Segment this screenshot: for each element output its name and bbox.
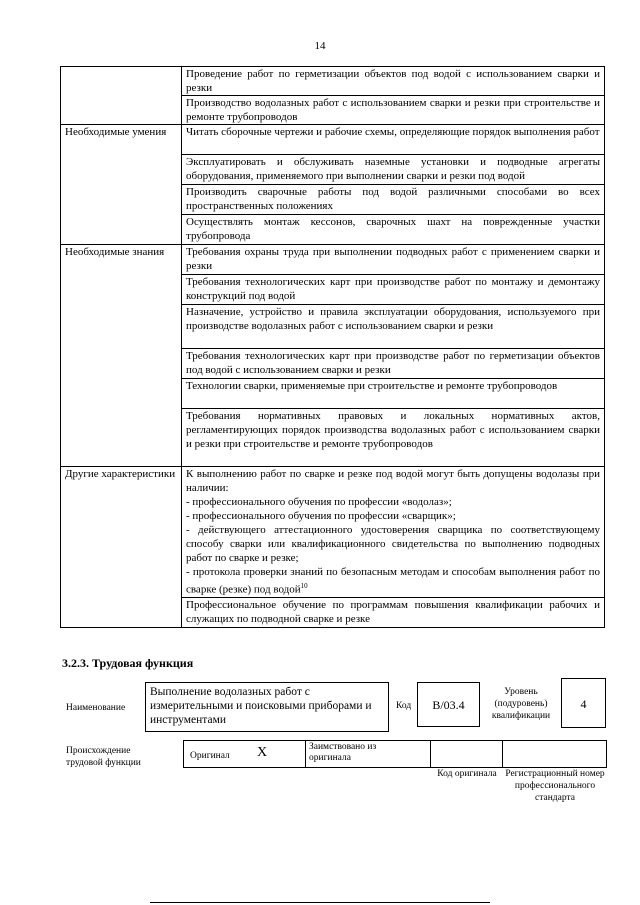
page-number: 14 xyxy=(314,40,326,52)
row-label-knowledge: Необходимые знания xyxy=(61,245,182,467)
code-value-box xyxy=(417,682,480,727)
table-cell: Производить сварочные работы под водой различными способами во всех пространственных положениях xyxy=(182,185,605,215)
row-label-skills: Необходимые умения xyxy=(61,125,182,245)
code-value: B/03.4 xyxy=(432,698,465,712)
table-cell: Читать сборочные чертежи и рабочие схемы, определяющие порядок выполнения работ xyxy=(182,125,605,155)
table-cell: Назначение, устройство и правила эксплуатации оборудования, используемого при производстве водолазных работ с использованием сварки и резки xyxy=(182,305,605,349)
table-cell: Профессиональное обучение по программам повышения квалификации рабочих и служащих по подводной сварке и резке xyxy=(182,597,605,627)
origin-divider xyxy=(305,740,306,768)
table-cell: Требования охраны труда при выполнении подводных работ с применением сварки и резки xyxy=(182,245,605,275)
bottom-rule xyxy=(150,902,490,903)
section-title: 3.2.3. Трудовая функция xyxy=(62,656,194,670)
table-cell: Проведение работ по герметизации объектов под водой с использованием сварки и резки xyxy=(182,67,605,96)
table-cell: Технологии сварки, применяемые при строительстве и ремонте трубопроводов xyxy=(182,379,605,409)
code-original-label: Код оригинала xyxy=(437,769,497,779)
requirements-table xyxy=(60,66,605,628)
level-label: Уровень (подуровень) квалификации xyxy=(491,687,551,721)
other-characteristics-text: К выполнению работ по сварке и резке под водой могут быть допущены водолазы при наличии: - профессионального обучения по профессии «водолаз»; - профессионального обучения по профессии «сварщик»; - действующего аттестационного удостоверения сварщика по соответствующему способу сварки или квалификационного свидетельства по выполнению подводных работ по сварке и резке; - протокола проверки знаний по безопасным методам и способам выполнения работ по сварке (резке) под водой xyxy=(186,468,600,596)
code-label: Код xyxy=(396,701,412,711)
level-value: 4 xyxy=(580,697,587,711)
reg-number-label: Регистрационный номер профессионального стандарта xyxy=(505,769,605,803)
table-row xyxy=(61,67,605,96)
origin-divider xyxy=(502,740,503,768)
table-cell: Требования нормативных правовых и локальных нормативных актов, регламентирующих порядок производства водолазных работ с использованием сварки и резки при строительстве и ремонте трубопроводов xyxy=(182,409,605,467)
original-label: Оригинал xyxy=(190,751,230,761)
name-value-box xyxy=(145,682,389,732)
name-value: Выполнение водолазных работ с измерительными и поисковыми приборами и инструментами xyxy=(150,686,372,726)
table-cell: Производство водолазных работ с использованием сварки и резки при строительстве и ремонте трубопроводов xyxy=(182,96,605,125)
origin-divider xyxy=(430,740,431,768)
table-row xyxy=(61,245,605,275)
table-cell xyxy=(182,467,605,598)
table-cell: Требования технологических карт при производстве работ по герметизации объектов под водой с использованием сварки и резки xyxy=(182,349,605,379)
row-label xyxy=(61,67,182,125)
name-label: Наименование xyxy=(66,703,126,713)
borrowed-label: Заимствовано из оригинала xyxy=(309,742,377,763)
row-label-other: Другие характеристики xyxy=(61,467,182,628)
table-row xyxy=(61,125,605,155)
table-cell: Требования технологических карт при производстве работ по монтажу и демонтажу конструкций под водой xyxy=(182,275,605,305)
original-mark: X xyxy=(257,745,268,760)
table-cell: Осуществлять монтаж кессонов, сварочных шахт на поврежденные участки трубопровода xyxy=(182,215,605,245)
table-row xyxy=(61,467,605,598)
table-cell: Эксплуатировать и обслуживать наземные установки и подводные агрегаты оборудования, применяемого при выполнении сварки и резки под водой xyxy=(182,155,605,185)
level-value-box xyxy=(561,678,606,728)
footnote-mark: 10 xyxy=(300,582,308,590)
origin-label: Происхождение трудовой функции xyxy=(66,746,141,768)
